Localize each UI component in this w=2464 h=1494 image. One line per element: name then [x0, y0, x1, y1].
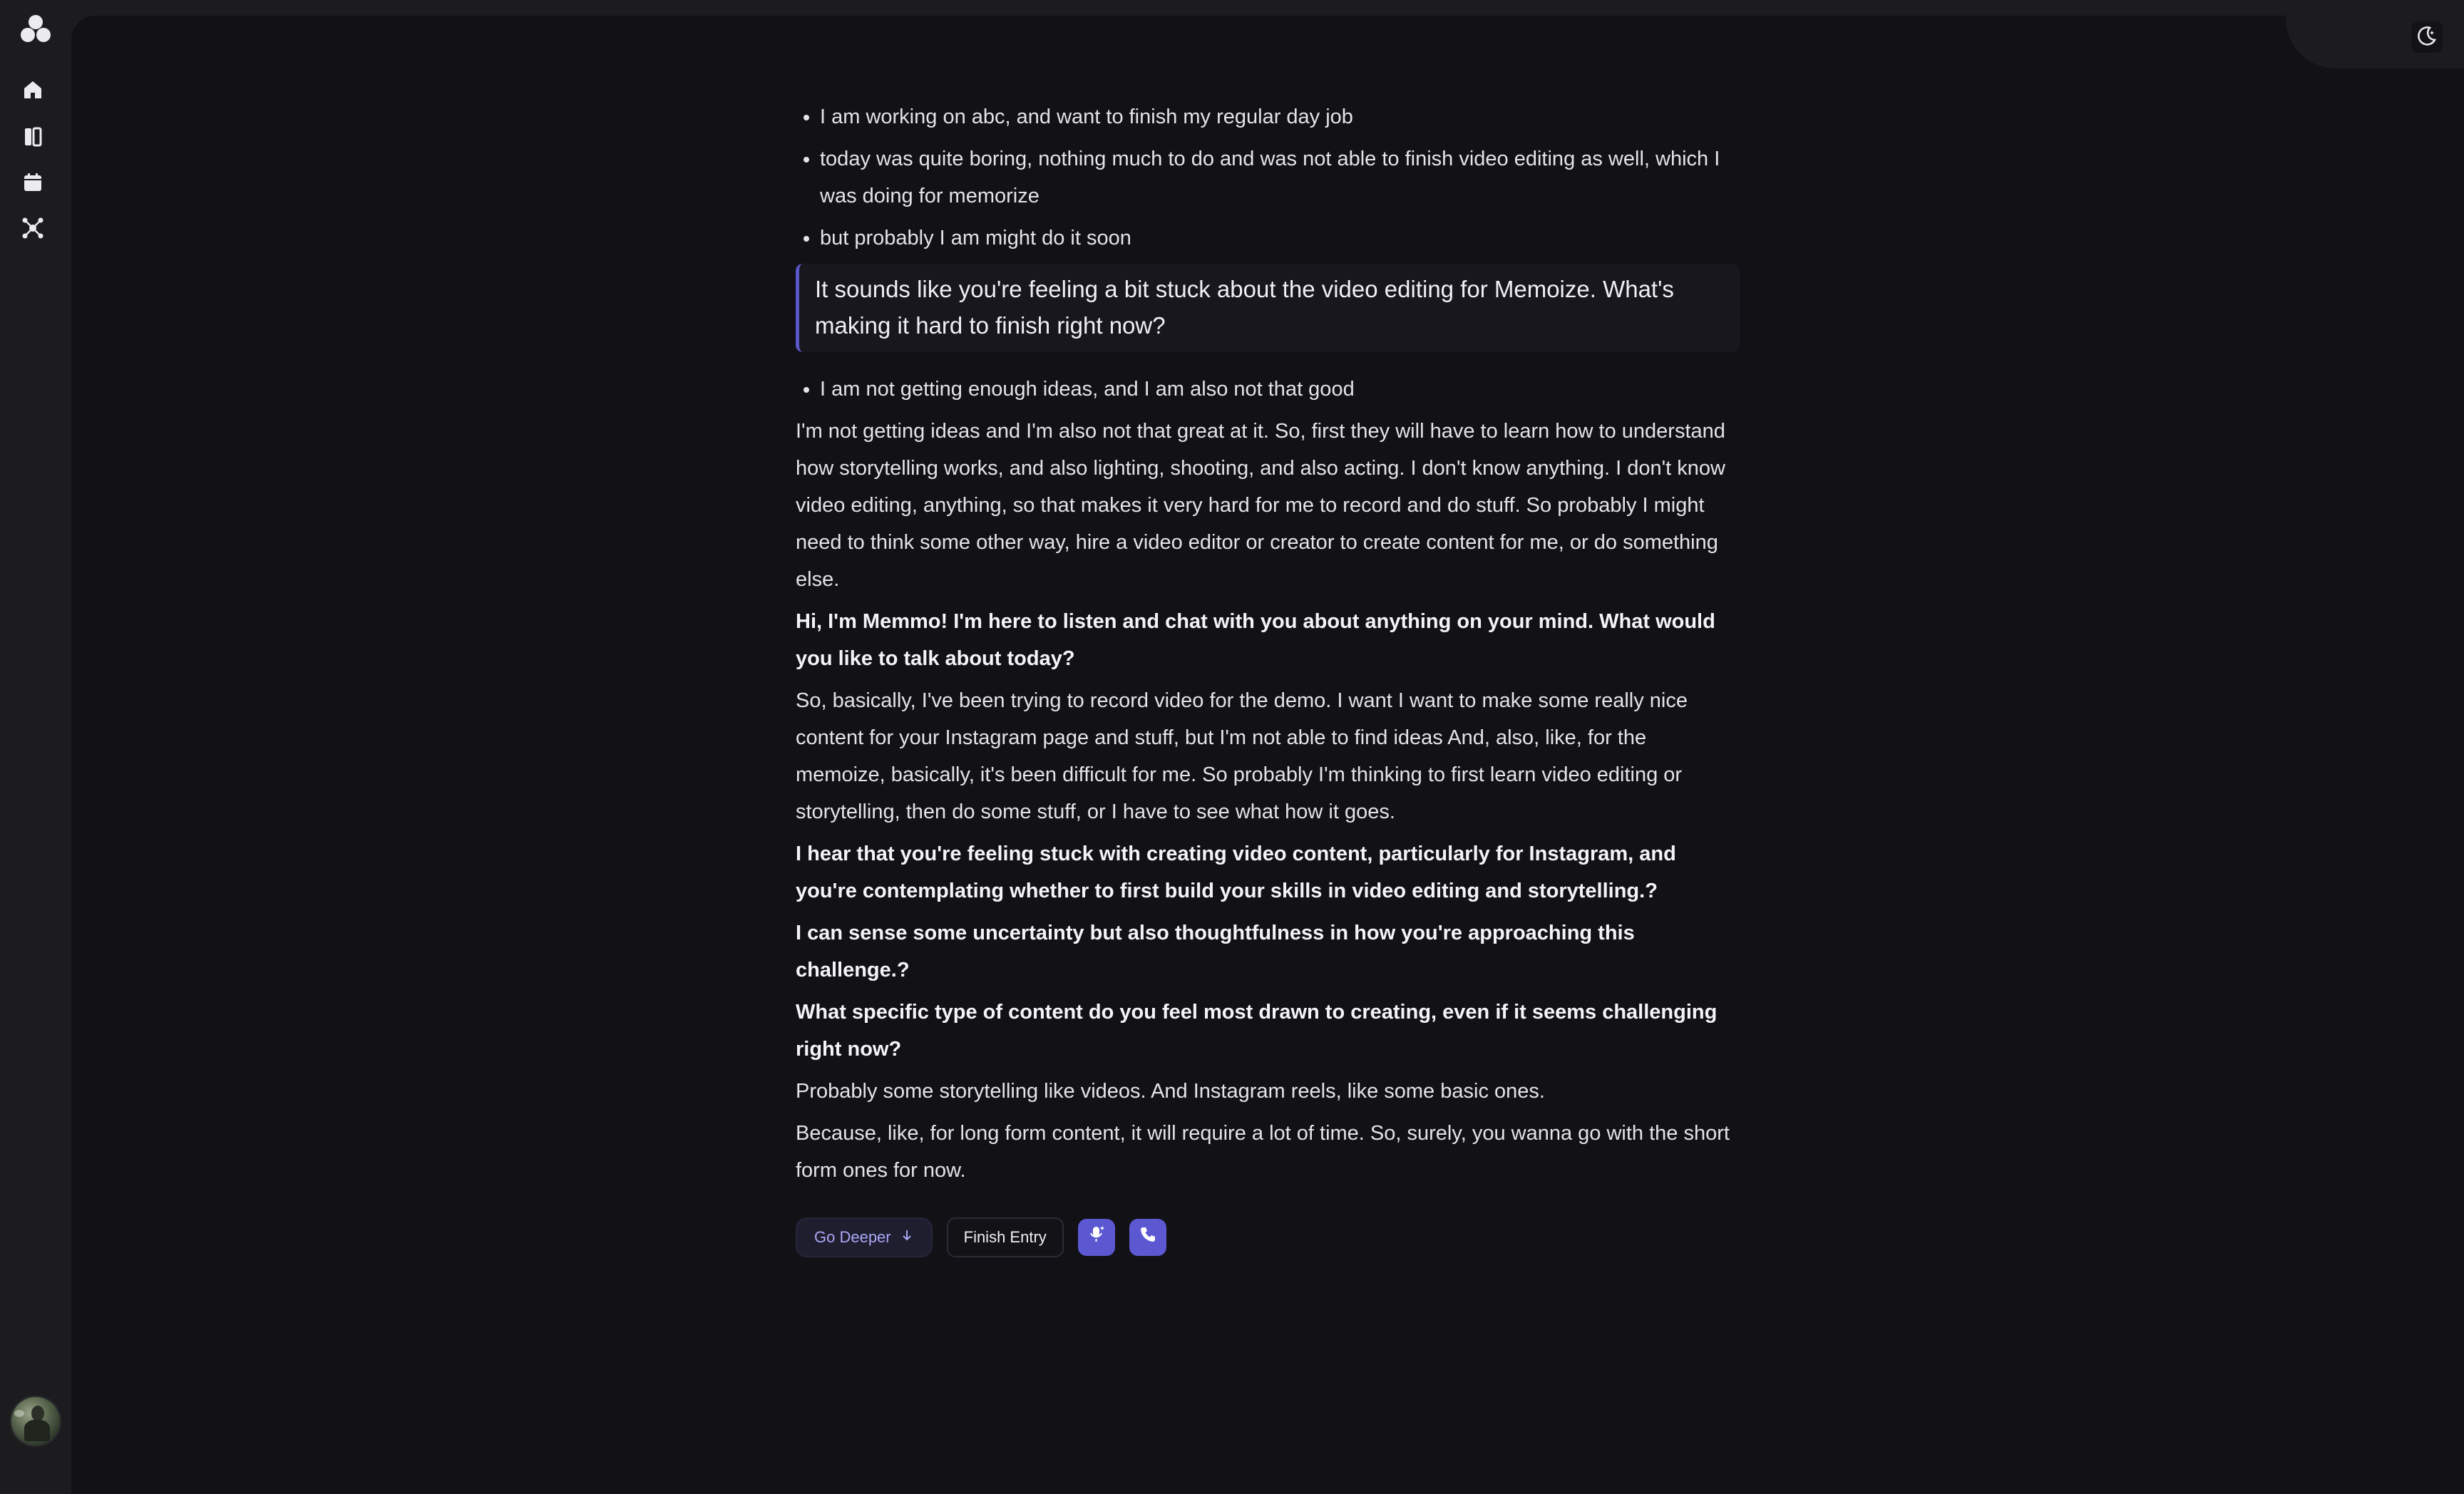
sidebar [0, 0, 71, 1494]
user-paragraph: So, basically, I've been trying to record video for the demo. I want I want to make some really nice content for your Instagram page and stuff, but I'm not able to find ideas And, also, like, for the memoize, basically, it's been difficult for me. So probably I'm thinking to first learn video editing or storytelling, then do some stuff, or I have to see what how it goes. [796, 689, 1688, 823]
app-logo-icon[interactable] [19, 13, 53, 47]
network-icon [21, 216, 45, 244]
bullet-list [796, 98, 1740, 257]
finish-entry-button[interactable] [947, 1217, 1064, 1257]
top-right-corner [2286, 0, 2464, 68]
mic-sparkle-icon [1087, 1219, 1107, 1256]
calendar-icon [21, 171, 44, 197]
conversation [796, 98, 1740, 1257]
phone-icon [1139, 1219, 1157, 1256]
voice-call-button[interactable] [1129, 1219, 1166, 1256]
go-deeper-label: Go Deeper [814, 1228, 891, 1246]
finish-entry-label: Finish Entry [963, 1228, 1047, 1246]
go-deeper-button[interactable] [796, 1217, 933, 1257]
user-avatar[interactable] [10, 1396, 61, 1447]
voice-record-button[interactable] [1078, 1219, 1115, 1256]
entry-actions [796, 1217, 1740, 1257]
assistant-paragraph: What specific type of content do you feel most drawn to creating, even if it seems challenging right now? [796, 1001, 1718, 1061]
sidebar-item-journal[interactable] [19, 124, 47, 153]
theme-toggle-button[interactable] [2411, 21, 2443, 53]
user-paragraph: Because, like, for long form content, it will require a lot of time. So, surely, you wanna go with the short form ones for now. [796, 1122, 1730, 1182]
user-paragraph: I'm not getting ideas and I'm also not that great at it. So, first they will have to learn how to understand how storytelling works, and also lighting, shooting, and also acting. I don't know anything. I don't know video editing, anything, so that makes it very hard for me to record and do stuff. So probably I might need to think some other way, hire a video editor or creator to create content for me, or do something else. [796, 420, 1725, 591]
home-icon [21, 78, 44, 105]
list-item: • I am not getting enough ideas, and I am also not that good [820, 371, 1740, 408]
sidebar-item-graph[interactable] [19, 215, 47, 244]
list-item: • but probably I am might do it soon [820, 220, 1740, 257]
user-paragraph: Probably some storytelling like videos. And Instagram reels, like some basic ones. [796, 1080, 1545, 1103]
book-icon [21, 125, 44, 152]
assistant-paragraph: Hi, I'm Memmo! I'm here to listen and chat with you about anything on your mind. What would you like to talk about today? [796, 610, 1715, 670]
assistant-paragraph: I can sense some uncertainty but also thoughtfulness in how you're approaching this challenge.? [796, 922, 1635, 982]
bullet-list [796, 371, 1740, 408]
assistant-question-quote: It sounds like you're feeling a bit stuck about the video editing for Memoize. What's making it hard to finish right now? [796, 264, 1740, 352]
list-item: • today was quite boring, nothing much to do and was not able to finish video editing as well, which I was doing for memorize [820, 140, 1740, 215]
sidebar-item-home[interactable] [19, 77, 47, 105]
list-item: • I am working on abc, and want to finish my regular day job [820, 98, 1740, 135]
moon-sparkle-icon [2416, 24, 2438, 51]
sidebar-item-calendar[interactable] [19, 170, 47, 198]
assistant-paragraph: I hear that you're feeling stuck with creating video content, particularly for Instagram, and you're contemplating whether to first build your skills in video editing and storytelling.? [796, 843, 1676, 902]
arrow-down-icon [900, 1219, 914, 1256]
